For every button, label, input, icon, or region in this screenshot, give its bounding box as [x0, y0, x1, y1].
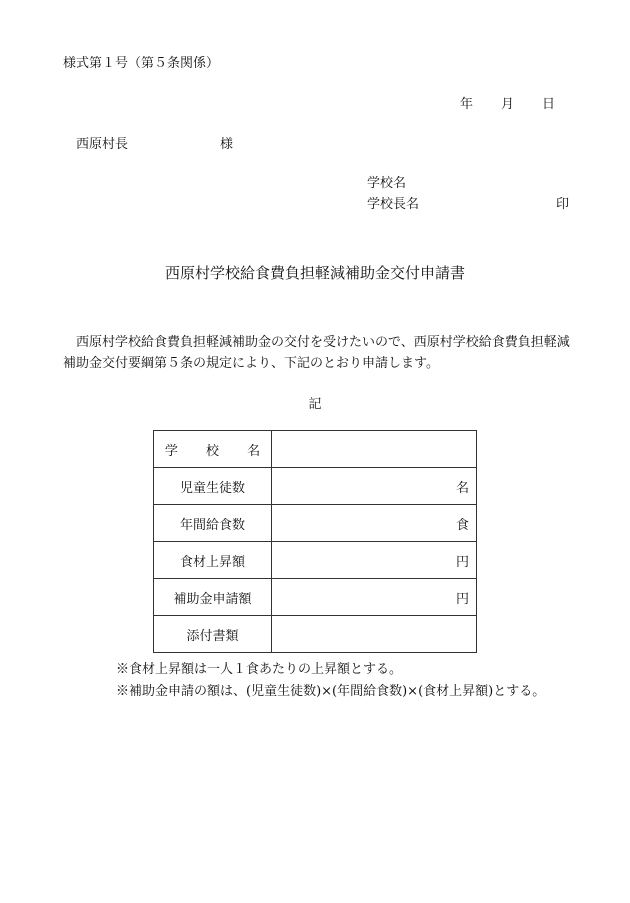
form-number: 様式第１号（第５条関係） [63, 56, 220, 71]
row-label-subsidy-amount: 補助金申請額 [154, 579, 272, 616]
addressee [76, 133, 233, 152]
table-row [154, 579, 477, 616]
row-value-subsidy-amount[interactable]: 円 [272, 579, 477, 616]
note-ingredient-increase: ※食材上昇額は一人１食あたりの上昇額とする。 [116, 662, 403, 677]
application-table [153, 430, 477, 653]
date-year-label: 年 [460, 97, 474, 112]
document-title: 西原村学校給食費負担軽減補助金交付申請書 [164, 264, 465, 282]
applicant-school-name-label: 学校名 [367, 176, 407, 191]
row-label-student-count: 児童生徒数 [154, 468, 272, 505]
row-value-attachments[interactable] [272, 616, 477, 653]
date-day-label: 日 [542, 97, 556, 112]
application-body-text: 西原村学校給食費負担軽減補助金の交付を受けたいので、西原村学校給食費負担軽減補助金交付要綱第５条の規定により、下記のとおり申請します。 [63, 335, 570, 371]
row-label-annual-meals: 年間給食数 [154, 505, 272, 542]
row-label-school-name: 学 校 名 [154, 431, 272, 468]
ki-heading: 記 [308, 397, 322, 412]
row-value-ingredient-increase[interactable]: 円 [272, 542, 477, 579]
principal-name-label: 学校長名 [367, 197, 420, 212]
applicant-principal-line [367, 193, 569, 212]
seal-mark: 印 [555, 197, 569, 212]
date-month-label: 月 [501, 97, 515, 112]
table-row [154, 431, 477, 468]
table-row [154, 616, 477, 653]
table-row [154, 505, 477, 542]
honorific: 様 [220, 137, 234, 152]
row-label-ingredient-increase: 食材上昇額 [154, 542, 272, 579]
row-label-attachments: 添付書類 [154, 616, 272, 653]
table-row [154, 468, 477, 505]
row-value-annual-meals[interactable]: 食 [272, 505, 477, 542]
recipient-name: 西原村長 [76, 137, 129, 152]
row-value-school-name[interactable] [272, 431, 477, 468]
row-value-student-count[interactable]: 名 [272, 468, 477, 505]
date-line [460, 93, 555, 112]
table-row [154, 542, 477, 579]
note-subsidy-calculation: ※補助金申請の額は、(児童生徒数)×(年間給食数)×(食材上昇額)とする。 [116, 684, 546, 699]
